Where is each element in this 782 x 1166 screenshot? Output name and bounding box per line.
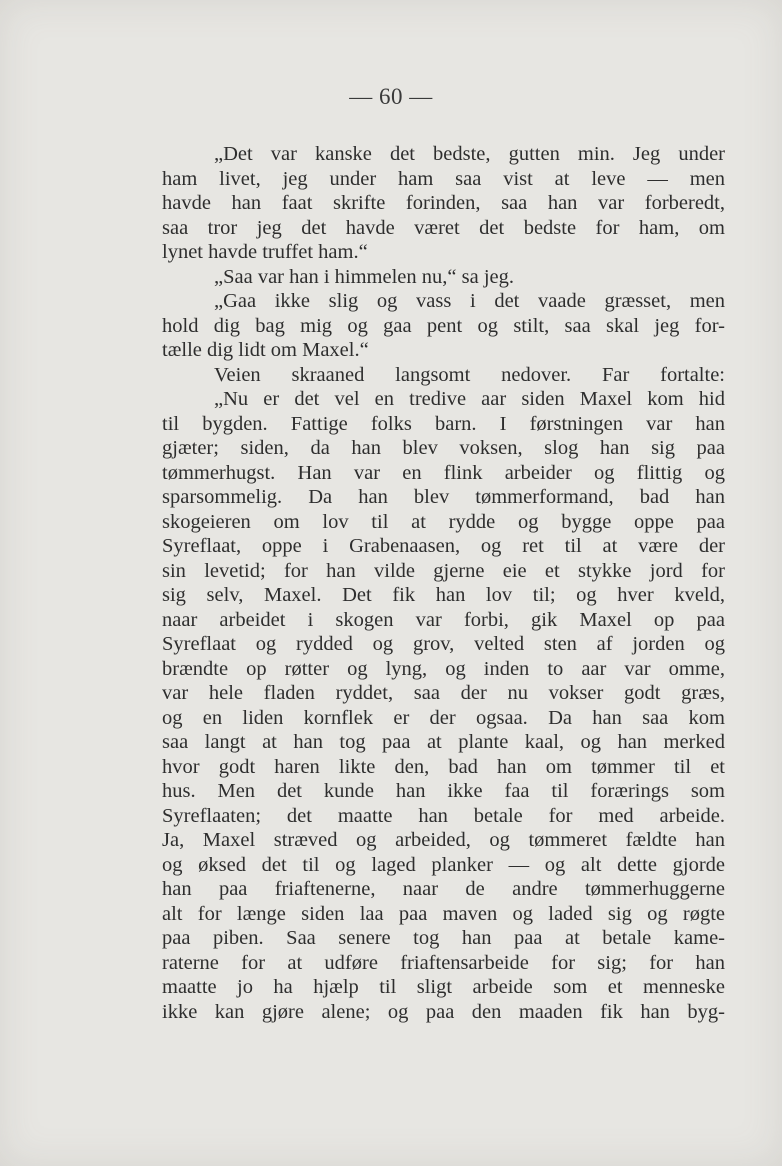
text-line: hold dig bag mig og gaa pent og stilt, saa skal jeg for- bbox=[162, 314, 725, 337]
text-line: han paa friaftenerne, naar de andre tømmerhuggerne bbox=[162, 878, 725, 900]
text-line: „Det var kanske det bedste, gutten min. Jeg under bbox=[214, 143, 725, 165]
text-line: Veien skraaned langsomt nedover. Far fortalte: bbox=[214, 363, 725, 386]
text-line: var hele fladen ryddet, saa der nu vokser godt græs, bbox=[162, 682, 725, 704]
text-line: naar arbeidet i skogen var forbi, gik Maxel op paa bbox=[162, 608, 725, 631]
text-line: ham livet, jeg under ham saa vist at leve — men bbox=[162, 167, 725, 190]
text-line: „Saa var han i himmelen nu,“ sa jeg. bbox=[214, 265, 514, 288]
text-line: saa langt at han tog paa at plante kaal, og han merked bbox=[162, 731, 725, 753]
text-line: saa tror jeg det havde været det bedste for ham, om bbox=[162, 216, 725, 239]
text-line: „Nu er det vel en tredive aar siden Maxel kom hid bbox=[214, 388, 725, 410]
body-text bbox=[162, 142, 725, 1024]
text-line: og øksed det til og laged planker — og alt dette gjorde bbox=[162, 853, 725, 876]
text-line: tømmerhugst. Han var en flink arbeider og flittig og bbox=[162, 461, 725, 484]
text-line: tælle dig lidt om Maxel.“ bbox=[162, 339, 369, 361]
text-line: til bygden. Fattige folks barn. I førstningen var han bbox=[162, 412, 725, 435]
text-line: lynet havde truffet ham.“ bbox=[162, 241, 368, 263]
text-line: maatte jo ha hjælp til sligt arbeide som et menneske bbox=[162, 976, 725, 998]
page-number: — 60 — bbox=[349, 84, 433, 109]
text-line: hus. Men det kunde han ikke faa til forærings som bbox=[162, 780, 725, 802]
text-line: „Gaa ikke slig og vass i det vaade græsset, men bbox=[214, 290, 725, 312]
text-line: sin levetid; for han vilde gjerne eie et stykke jord for bbox=[162, 559, 725, 582]
text-line: sig selv, Maxel. Det fik han lov til; og hver kveld, bbox=[162, 584, 725, 606]
text-line: Ja, Maxel stræved og arbeided, og tømmeret fældte han bbox=[162, 829, 725, 851]
text-line: Syreflaat, oppe i Grabenaasen, og ret til at være der bbox=[162, 535, 725, 557]
text-line: og en liden kornflek er der ogsaa. Da han saa kom bbox=[162, 706, 725, 729]
text-line: Syreflaat og rydded og grov, velted sten af jorden og bbox=[162, 633, 725, 655]
text-line: hvor godt haren likte den, bad han om tømmer til et bbox=[162, 755, 725, 778]
text-line: skogeieren om lov til at rydde og bygge oppe paa bbox=[162, 510, 725, 533]
text-line: havde han faat skrifte forinden, saa han var forberedt, bbox=[162, 192, 725, 214]
text-line: sparsommelig. Da han blev tømmerformand, bad han bbox=[162, 486, 725, 508]
text-line: Syreflaaten; det maatte han betale for med arbeide. bbox=[162, 804, 725, 827]
text-line: alt for længe siden laa paa maven og laded sig og røgte bbox=[162, 902, 725, 925]
text-line: gjæter; siden, da han blev voksen, slog han sig paa bbox=[162, 437, 725, 459]
text-line: brændte op røtter og lyng, og inden to aar var omme, bbox=[162, 657, 725, 680]
text-line: raterne for at udføre friaftensarbeide for sig; for han bbox=[162, 951, 725, 974]
text-line: paa piben. Saa senere tog han paa at betale kame- bbox=[162, 927, 725, 949]
text-line: ikke kan gjøre alene; og paa den maaden fik han byg- bbox=[162, 1000, 725, 1023]
